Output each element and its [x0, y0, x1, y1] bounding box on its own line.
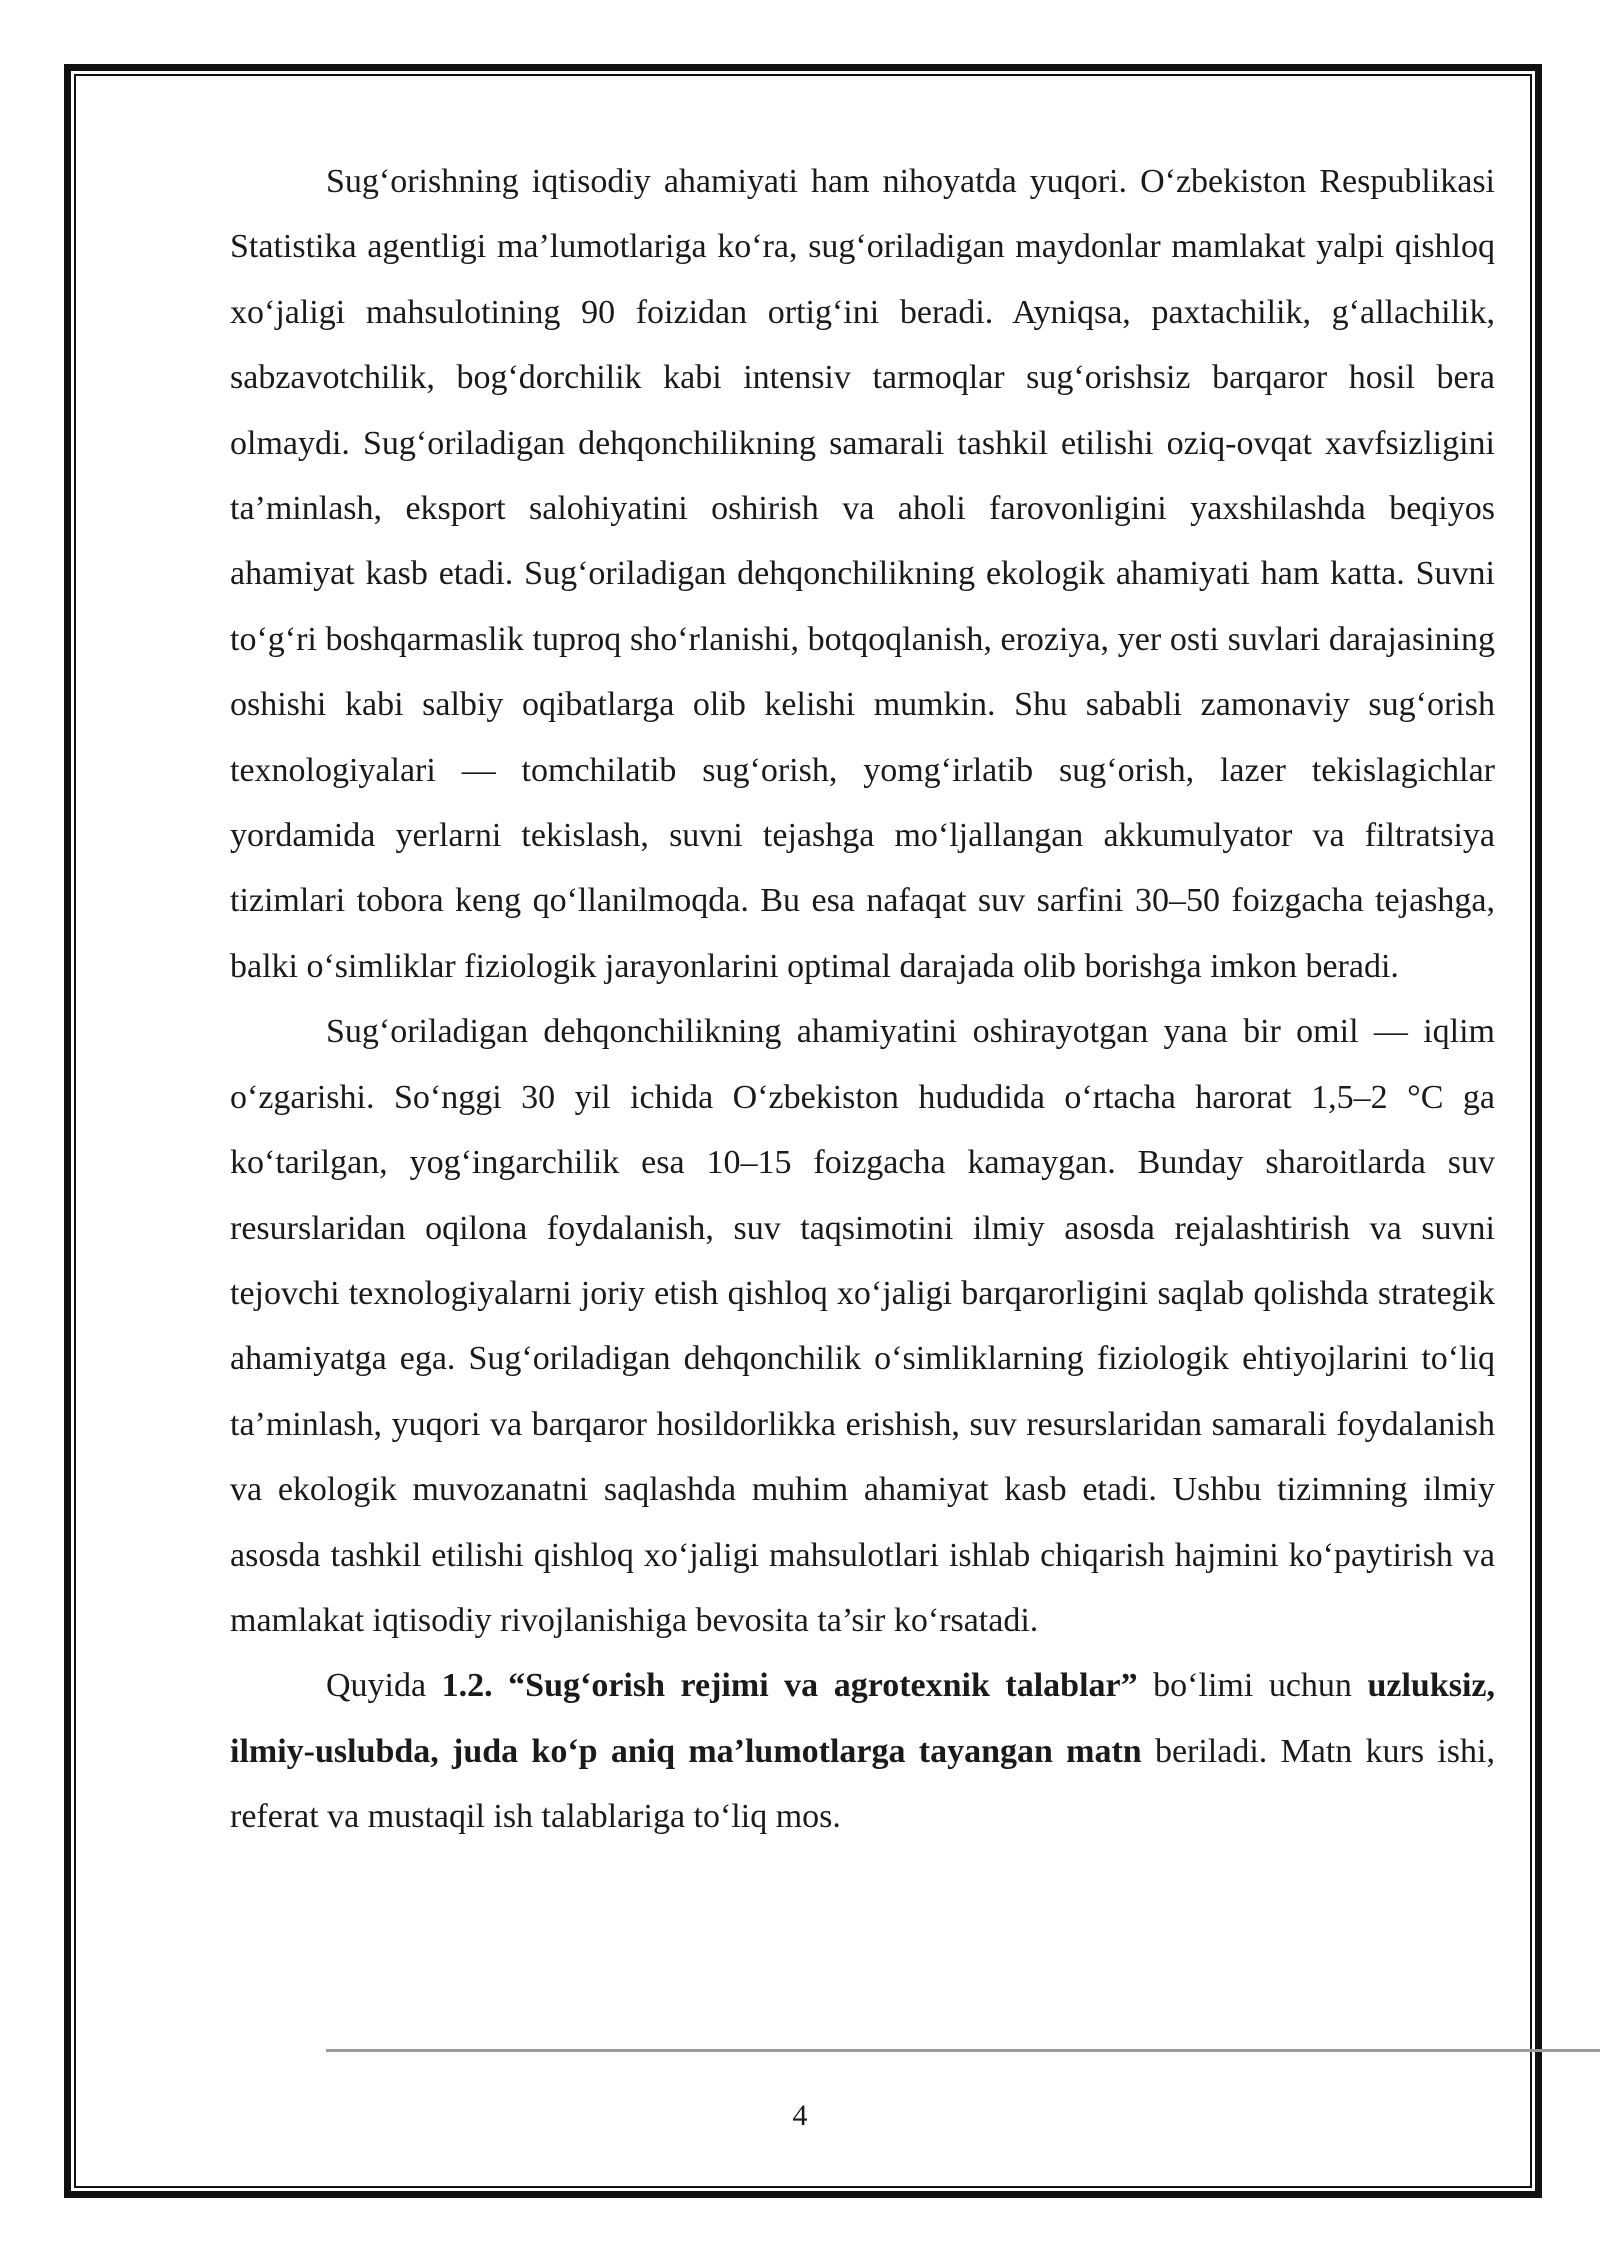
- paragraph-economic-importance: Sug‘orishning iqtisodiy ahamiyati ham nihoyatda yuqori. O‘zbekiston Respublikasi Statistika agentligi ma’lumotlariga ko‘ra, sug‘oriladigan maydonlar mamlakat yalpi qishloq xo‘jaligi mahsulotining 90 foizidan ortig‘ini beradi. Ayniqsa, paxtachilik, g‘allachilik, sabzavotchilik, bog‘dorchilik kabi intensiv tarmoqlar sug‘orishsiz barqaror hosil bera olmaydi. Sug‘oriladigan dehqonchilikning samarali tashkil etilishi oziq-ovqat xavfsizligini ta’minlash, eksport salohiyatini oshirish va aholi farovonligini yaxshilashda beqiyos ahamiyat kasb etadi. Sug‘oriladigan dehqonchilikning ekologik ahamiyati ham katta. Suvni to‘g‘ri boshqarmaslik tuproq sho‘rlanishi, botqoqlanish, eroziya, yer osti suvlari darajasining oshishi kabi salbiy oqibatlarga olib kelishi mumkin. Shu sababli zamonaviy sug‘orish texnologiyalari — tomchilatib sug‘orish, yomg‘irlatib sug‘orish, lazer tekislagichlar yordamida yerlarni tekislash, suvni tejashga mo‘ljallangan akkumulyator va filtratsiya tizimlari tobora keng qo‘llanilmoqda. Bu esa nafaqat suv sarfini 30–50 foizgacha tejashga, balki o‘simliklar fiziologik jarayonlarini optimal darajada olib borishga imkon beradi.: [230, 163, 1495, 985]
- section-title-reference: 1.2. “Sug‘orish rejimi va agrotexnik talablar”: [441, 1667, 1138, 1705]
- document-body: [230, 149, 1495, 1850]
- paragraph-section-intro: [230, 1653, 1495, 1849]
- intro-text-2: bo‘limi uchun: [1137, 1667, 1368, 1705]
- footer-rule: [326, 2049, 1600, 2052]
- intro-text-1: Quyida: [326, 1667, 442, 1705]
- page-number: 4: [792, 2099, 808, 2132]
- text-description-emphasis: uzluksiz, ilmiy-uslubda, juda ko‘p aniq ma’lumotlarga tayangan matn: [230, 1667, 1496, 1770]
- intro-text-3: beriladi. Matn kurs ishi, referat va mustaqil ish talablariga to‘liq mos.: [230, 1732, 1495, 1836]
- paragraph-climate-change: Sug‘oriladigan dehqonchilikning ahamiyatini oshirayotgan yana bir omil — iqlim o‘zgarishi. So‘nggi 30 yil ichida O‘zbekiston hududida o‘rtacha harorat 1,5–2 °C ga ko‘tarilgan, yog‘ingarchilik esa 10–15 foizgacha kamaygan. Bunday sharoitlarda suv resurslaridan oqilona foydalanish, suv taqsimotini ilmiy asosda rejalashtirish va suvni tejovchi texnologiyalarni joriy etish qishloq xo‘jaligi barqarorligini saqlab qolishda strategik ahamiyatga ega. Sug‘oriladigan dehqonchilik o‘simliklarning fiziologik ehtiyojlarini to‘liq ta’minlash, yuqori va barqaror hosildorlikka erishish, suv resurslaridan samarali foydalanish va ekologik muvozanatni saqlashda muhim ahamiyat kasb etadi. Ushbu tizimning ilmiy asosda tashkil etilishi qishloq xo‘jaligi mahsulotlari ishlab chiqarish hajmini ko‘paytirish va mamlakat iqtisodiy rivojlanishiga bevosita ta’sir ko‘rsatadi.: [230, 1013, 1495, 1639]
